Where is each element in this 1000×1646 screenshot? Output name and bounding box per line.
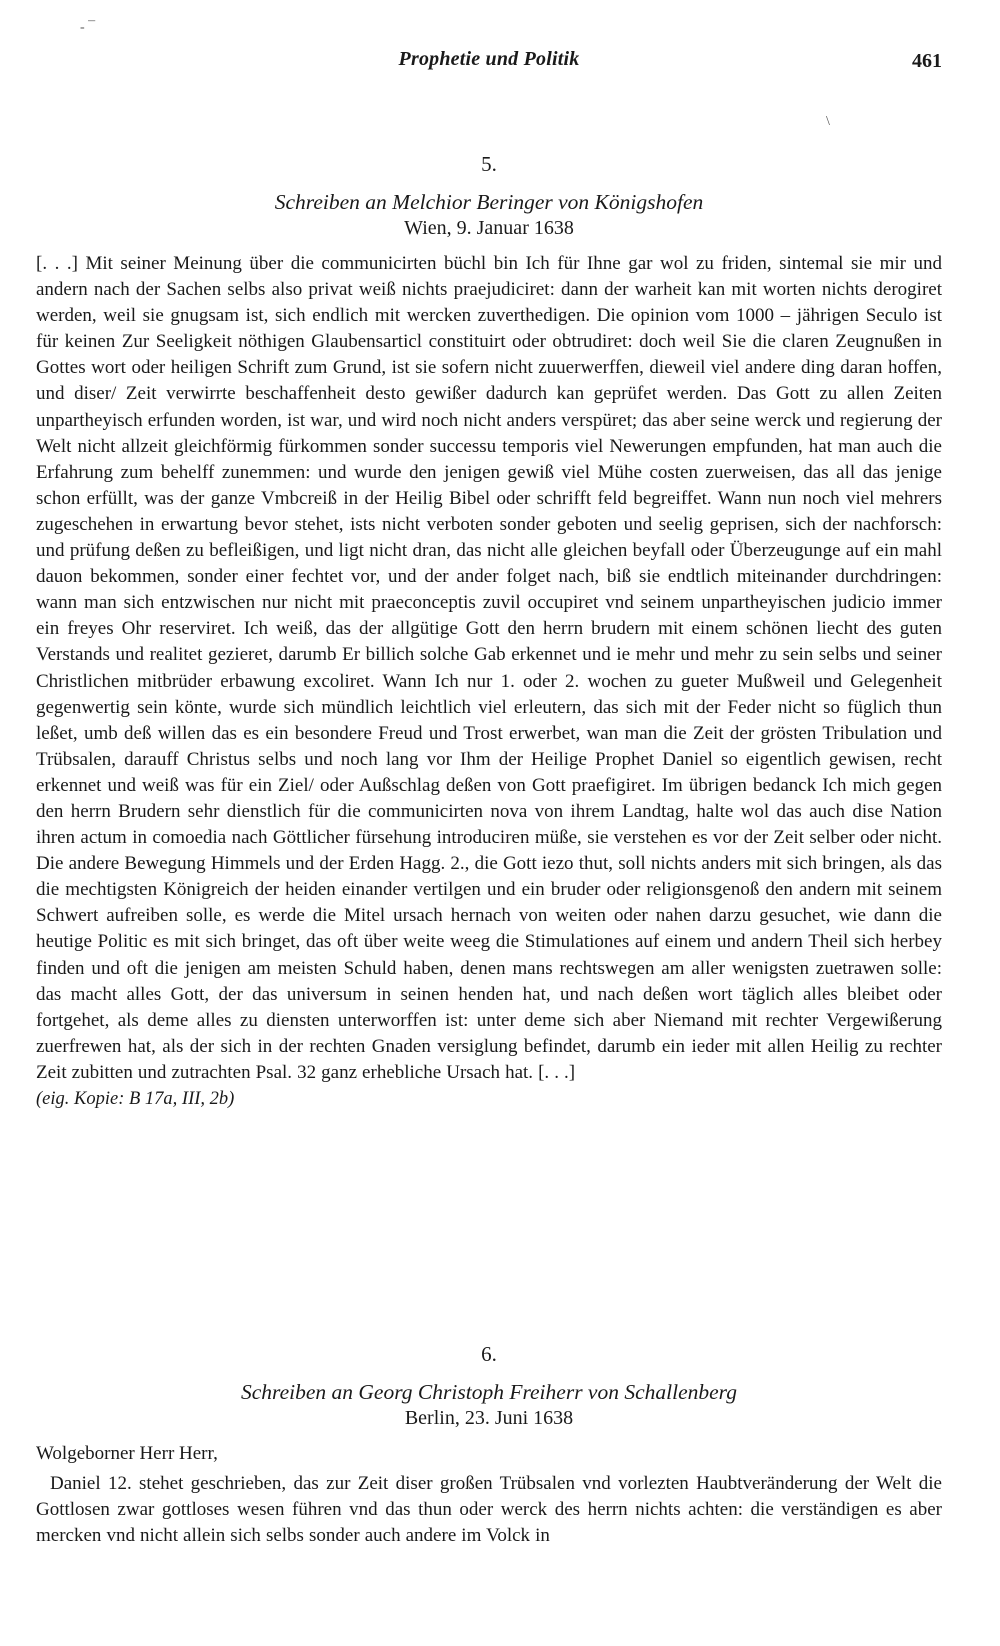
section-heading: Schreiben an Melchior Beringer von Königshofen bbox=[274, 190, 704, 214]
page-header bbox=[36, 48, 942, 78]
page-number: 461 bbox=[912, 50, 942, 72]
scan-mark: \ bbox=[826, 114, 830, 129]
section-number: 6. bbox=[481, 1342, 497, 1366]
letter-section-5 bbox=[36, 150, 942, 1112]
book-page bbox=[36, 0, 942, 1646]
section-place-date: Berlin, 23. Juni 1638 bbox=[404, 1407, 574, 1429]
running-title: Prophetie und Politik bbox=[398, 48, 580, 70]
letter-section-6 bbox=[36, 1340, 942, 1549]
scan-mark: - ¯ bbox=[80, 20, 96, 35]
section-place-date: Wien, 9. Januar 1638 bbox=[404, 217, 574, 239]
letter-body: [. . .] Mit seiner Meinung über die communicirten büchl bin Ich für Ihne gar wol zu friden, sintemal sie mir und andern nach der Sachen selbs also privat weiß nichts praejudiciret: dann der warheit kan mit worten nichts derogiret werden, weil sie gnugsam ist, sich endlich mit wercken zuverthedigen. Die opinion vom 1000 – jährigen Seculo ist für keinen Zur Seeligkeit nöthigen Glaubensarticl constituirt oder obtrudiret: doch weil Sie die claren Zeugnußen in Gottes wort oder heiligen Schrift zum Grund, ist sie sofern nicht zuuerwerffen, dieweil viel andere ding daran hoffen, und diser/ Zeit verwirrte beschaffenheit desto gewißer dadurch kan geprüfet werden. Das Gott zu allen Zeiten unpartheyisch erfunden worden, ist war, und wird noch nicht anders verspüret; das aber seine werck und regierung der Welt nicht allzeit gleichförmig fürkommen sonder successu temporis viel Newerungen empfunden, hat man auch die Erfahrung zum behelff zunemmen: und wurde den jenigen gewiß viel Mühe costen zuerweisen, das all das jenige schon erfüllt, was der ganze Vmbcreiß in der Heilig Bibel oder schrifft feld begreiffet. Wann nun noch viel mehrers zugeschehen in erwartung bevor stehet, ists nicht verboten sonder geboten und seelig geprisen, sich der nachforsch: und prüfung deßen zu befleißigen, und ligt nicht dran, das nicht alle gleichen beyfall oder Überzeugunge auf ein mahl dauon bekommen, sonder einer fechtet vor, und der ander folget nach, biß sie endtlich miteinander durchdringen: wann man sich entzwischen nur nicht mit praeconceptis zuvil occupiret vnd seinem unpartheyischen judicio immer ein freyes Ohr reserviret. Ich weiß, das der allgütige Gott den herrn brudern mit einem schönen liecht des guten Verstands und realitet gezieret, darumb Er billich solche Gab erkennet und ie mehr und mehr zu sein selbs und seiner Christlichen mitbrüder erbawung excoliret. Wann Ich nur 1. oder 2. wochen zu gueter Mußweil und Gelegenheit gegenwertig sein könte, wurde sich mündlich leichtlich viel erleutern, das sich mit der Feder nicht so füglich thun leßet, umb deß willen das es ein besondere Freud und Trost erwerbet, wan man die Zeit der grösten Tribulation und Trübsalen, darauff Christus selbs und noch lang vor Ihm der Heilige Prophet Daniel so eigentlich gewisen, recht erkennet und weiß was für ein Ziel/ oder Außschlag deßen von Gott praefigiret. Im übrigen bedanck Ich mich gegen den herrn Brudern sehr dienstlich für die communicirten nova von ihrem Landtag, halte wol das auch dise Nation ihren actum in comoedia nach Göttlicher fürsehung introduciren müße, sie verstehen es vor der Zeit selber oder nicht. Die andere Bewegung Himmels und der Erden Hagg. 2., die Gott iezo thut, soll nichts anders mit sich bringen, als das die mechtigsten Königreich der heiden einander vertilgen und ein bruder oder religionsgenoß den andern mit seinem Schwert aufreiben solle, es werde die Mitel ursach hernach von weiten oder nahen darzu gesuchet, wie dann die heutige Politic es mit sich bringet, das oft über weite weeg die Stimulationes auf einem und andern Theil sich herbey finden und oft die jenigen am meisten Schuld haben, denen mans rechtswegen am aller wenigsten zuetrawen solle: das macht alles Gott, der das universum in seinen henden hat, und nach deßen wort täglich alles bleibet oder fortgehet, als deme alles zu diensten unterworffen ist: unter deme sich aber Niemand mit rechter Vergewißerung zuerfrewen hat, als der sich in der rechten Gnaden versiglung befindet, darumb ein ieder mit allen Heilig zu rechter Zeit zubitten und zutrachten Psal. 32 ganz erhebliche Ursach hat. [. . .] bbox=[36, 253, 942, 1083]
letter-salutation: Wolgeborner Herr Herr, bbox=[36, 1443, 218, 1464]
section-number: 5. bbox=[481, 152, 497, 176]
source-note: (eig. Kopie: B 17a, III, 2b) bbox=[36, 1089, 235, 1109]
letter-body: Daniel 12. stehet geschrieben, das zur Zeit diser großen Trübsalen vnd vorlezten Haubtveränderung der Welt die Gottlosen zwar gottloses wesen führen vnd das thun oder werck des herrn nichts achten: die verständigen es aber mercken vnd nicht allein sich selbs sonder auch andere im Volck in bbox=[36, 1473, 942, 1547]
section-heading: Schreiben an Georg Christoph Freiherr von Schallenberg bbox=[240, 1380, 737, 1404]
